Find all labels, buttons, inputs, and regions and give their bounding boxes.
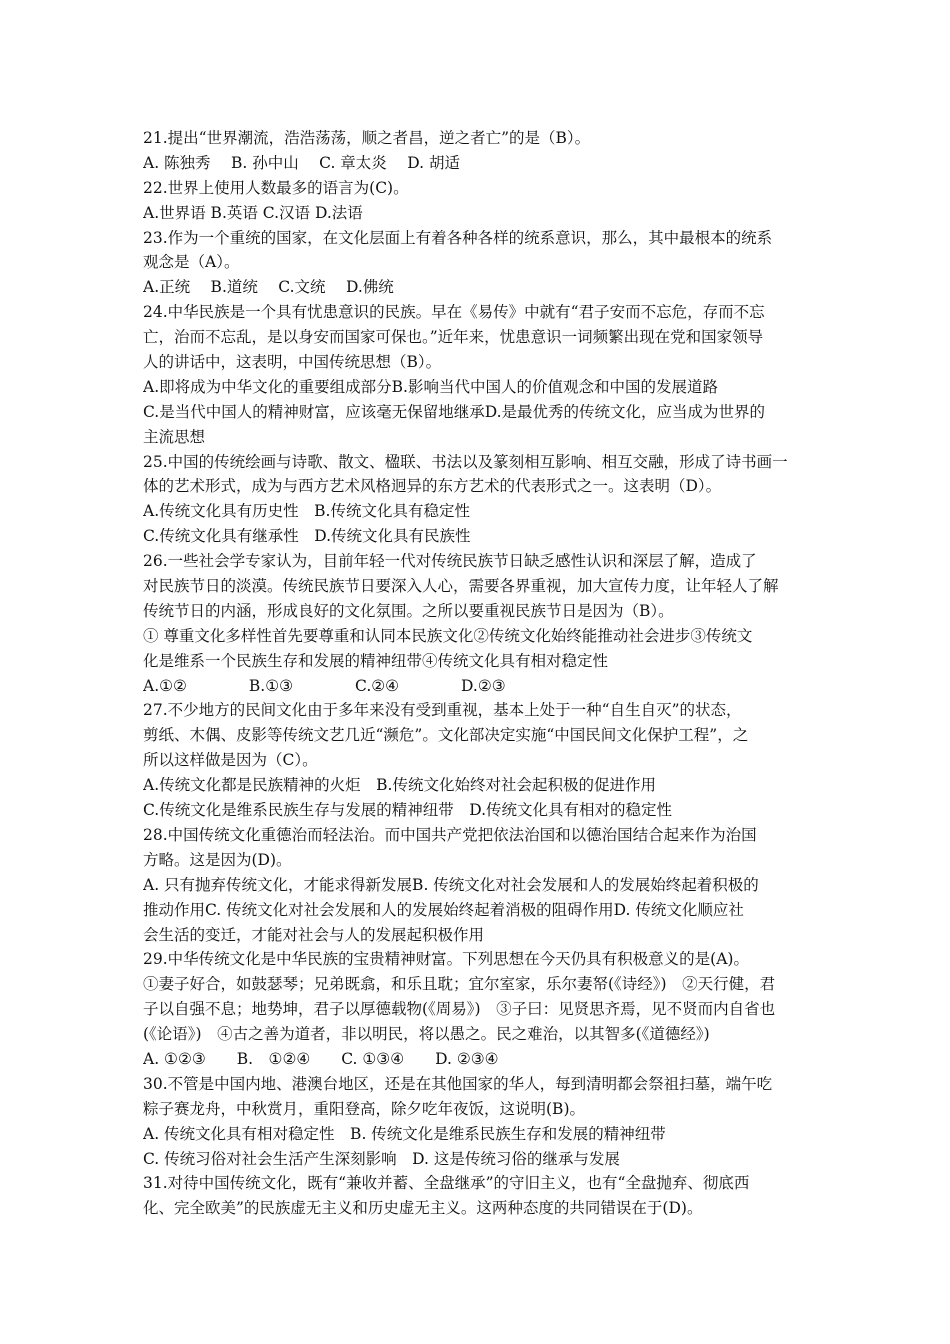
text-line: A. 只有抛弃传统文化，才能求得新发展B. 传统文化对社会发展和人的发展始终起着积极的 — [143, 875, 759, 894]
text-line: 28.中国传统文化重德治而轻法治。而中国共产党把依法治国和以德治国结合起来作为治国 — [143, 825, 757, 844]
text-line: (《论语》) ④古之善为道者，非以明民，将以愚之。民之难治，以其智多(《道德经》) — [143, 1025, 710, 1044]
text-line: A. 陈独秀 B. 孙中山 C. 章太炎 D. 胡适 — [143, 153, 460, 172]
text-line: 方略。这是因为(D)。 — [143, 850, 292, 869]
text-line: 25.中国的传统绘画与诗歌、散文、楹联、书法以及篆刻相互影响、相互交融，形成了诗书画一 — [143, 452, 788, 471]
text-line: 29.中华传统文化是中华民族的宝贵精神财富。下列思想在今天仍具有积极意义的是(A)。 — [143, 950, 749, 969]
text-line: 31.对待中国传统文化，既有“兼收并蓄、全盘继承”的守旧主义，也有“全盘抛弃、彻底西 — [143, 1174, 750, 1193]
text-line: ① 尊重文化多样性首先要尊重和认同本民族文化②传统文化始终能推动社会进步③传统文 — [143, 626, 753, 645]
text-line: 主流思想 — [143, 427, 206, 446]
text-line: C. 传统习俗对社会生活产生深刻影响 D. 这是传统习俗的继承与发展 — [143, 1149, 620, 1168]
text-line: A.传统文化具有历史性 B.传统文化具有稳定性 — [143, 502, 470, 521]
text-line: 亡，治而不忘乱，是以身安而国家可保也。”近年来，忧患意识一词频繁出现在党和国家领导 — [143, 328, 764, 347]
text-line: 传统节日的内涵，形成良好的文化氛围。之所以要重视民族节日是因为（B）。 — [143, 601, 674, 620]
text-line: 粽子赛龙舟，中秋赏月，重阳登高，除夕吃年夜饭，这说明(B)。 — [143, 1099, 585, 1118]
text-line: 化是维系一个民族生存和发展的精神纽带④传统文化具有相对稳定性 — [143, 651, 609, 670]
text-line: 剪纸、木偶、皮影等传统文艺几近“濒危”。文化部决定实施“中国民间文化保护工程”，之 — [143, 726, 749, 745]
text-line: 对民族节日的淡漠。传统民族节日要深入人心，需要各界重视，加大宣传力度，让年轻人了解 — [143, 577, 779, 596]
text-line: 27.不少地方的民间文化由于多年来没有受到重视，基本上处于一种“自生自灭”的状态， — [143, 701, 742, 720]
text-line: ①妻子好合，如鼓瑟琴；兄弟既翕，和乐且耽；宜尔室家，乐尔妻帑(《诗经》) ②天行健，君 — [143, 975, 776, 994]
text-line: A.即将成为中华文化的重要组成部分B.影响当代中国人的价值观念和中国的发展道路 — [143, 377, 718, 396]
text-line: 26.一些社会学专家认为，目前年轻一代对传统民族节日缺乏感性认识和深层了解，造成了 — [143, 552, 757, 571]
text-line: C.是当代中国人的精神财富，应该毫无保留地继承D.是最优秀的传统文化，应当成为世界的 — [143, 402, 766, 421]
text-line: A.正统 B.道统 C.文统 D.佛统 — [143, 278, 394, 297]
text-line: 22.世界上使用人数最多的语言为(C)。 — [143, 178, 409, 197]
text-line: 子以自强不息；地势坤，君子以厚德载物(《周易》) ③子曰：见贤思齐焉，见不贤而内自省也 — [143, 1000, 776, 1019]
text-line: 人的讲话中，这表明，中国传统思想（B）。 — [143, 353, 442, 372]
text-line: A. 传统文化具有相对稳定性 B. 传统文化是维系民族生存和发展的精神纽带 — [143, 1124, 666, 1143]
text-line: 化、完全欧美”的民族虚无主义和历史虚无主义。这两种态度的共同错误在于(D)。 — [143, 1199, 703, 1218]
text-line: C.传统文化具有继承性 D.传统文化具有民族性 — [143, 527, 471, 546]
text-line: 体的艺术形式，成为与西方艺术风格迥异的东方艺术的代表形式之一。这表明（D）。 — [143, 477, 722, 496]
text-line: 21.提出“世界潮流，浩浩荡荡，顺之者昌，逆之者亡”的是（B）。 — [143, 129, 591, 147]
text-line: A.传统文化都是民族精神的火炬 B.传统文化始终对社会起积极的促进作用 — [143, 776, 656, 795]
text-line: 所以这样做是因为（C）。 — [143, 751, 318, 770]
text-line: 会生活的变迁，才能对社会与人的发展起积极作用 — [143, 925, 485, 944]
text-line: A. ①②③ B. ①②④ C. ①③④ D. ②③④ — [143, 1049, 499, 1068]
text-line: A.①② B.①③ C.②④ D.②③ — [143, 676, 506, 695]
text-line: 30.不管是中国内地、港澳台地区，还是在其他国家的华人，每到清明都会祭祖扫墓，端午吃 — [143, 1074, 773, 1093]
text-line: C.传统文化是维系民族生存与发展的精神纽带 D.传统文化具有相对的稳定性 — [143, 801, 673, 820]
text-line: 24.中华民族是一个具有忧患意识的民族。早在《易传》中就有“君子安而不忘危，存而不忘 — [143, 303, 765, 322]
document-body — [143, 126, 815, 1221]
text-line: A.世界语 B.英语 C.汉语 D.法语 — [143, 203, 363, 222]
text-line: 观念是（A）。 — [143, 253, 240, 272]
text-line: 23.作为一个重统的国家，在文化层面上有着各种各样的统系意识，那么，其中最根本的统系 — [143, 228, 773, 247]
text-line: 推动作用C. 传统文化对社会发展和人的发展始终起着消极的阻碍作用D. 传统文化顺应社 — [143, 900, 744, 919]
